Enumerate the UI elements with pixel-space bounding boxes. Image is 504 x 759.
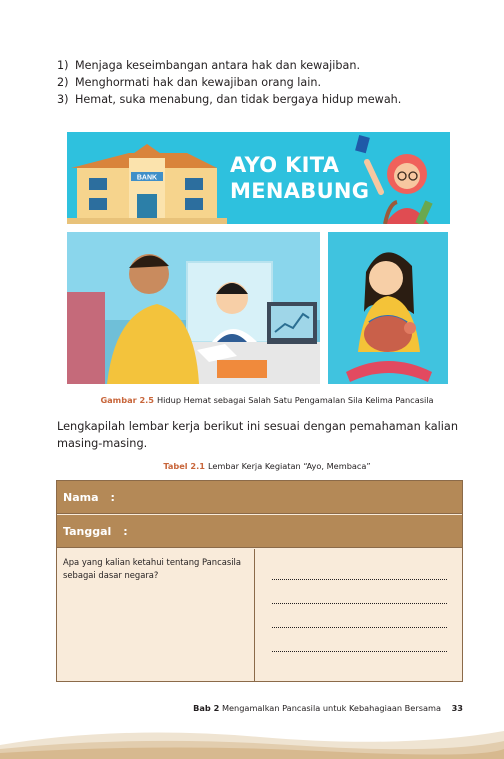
paragraph-line: masing-masing.: [57, 437, 148, 450]
answer-line[interactable]: [272, 578, 447, 580]
list-number: 3): [57, 93, 69, 106]
date-colon: :: [123, 525, 128, 538]
list-item: [57, 91, 477, 108]
table-label: Tabel 2.1: [163, 461, 205, 471]
table-caption: [57, 461, 477, 471]
list-number: 1): [57, 59, 69, 72]
list-text: Hemat, suka menabung, dan tidak bergaya hidup mewah.: [75, 93, 402, 106]
list-number: 2): [57, 76, 69, 89]
piggy-bank-illustration: [328, 232, 448, 384]
value-list: [57, 57, 477, 108]
table-caption-text: Lembar Kerja Kegiatan “Ayo, Membaca”: [207, 461, 371, 471]
decorative-waves: [0, 719, 504, 759]
answer-line[interactable]: [272, 602, 447, 604]
hero-title-line: MENABUNG: [230, 179, 370, 203]
date-label: Tanggal: [63, 525, 112, 538]
answer-line[interactable]: [272, 626, 447, 628]
figure-caption: [57, 395, 477, 405]
question-cell: Apa yang kalian ketahui tentang Pancasila sebagai dasar negara?: [57, 549, 255, 681]
chapter-label: Bab 2: [193, 703, 220, 713]
answer-line[interactable]: [272, 650, 447, 652]
list-text: Menghormati hak dan kewajiban orang lain.: [75, 76, 322, 89]
hero-banner: [67, 132, 450, 224]
list-item: [57, 57, 477, 74]
page-footer: [57, 703, 463, 713]
bank-teller-illustration: [67, 232, 320, 384]
page-number: 33: [451, 703, 463, 713]
name-row[interactable]: [57, 481, 462, 514]
hero-title-line: AYO KITA: [230, 153, 340, 177]
list-item: [57, 74, 477, 91]
worksheet-table: [56, 480, 463, 682]
name-colon: :: [110, 491, 115, 504]
bank-sign: BANK: [136, 174, 158, 182]
figure-caption-text: Hidup Hemat sebagai Salah Satu Pengamalan Sila Kelima Pancasila: [157, 395, 434, 405]
list-text: Menjaga keseimbangan antara hak dan kewajiban.: [75, 59, 361, 72]
paragraph-line: Lengkapilah lembar kerja berikut ini sesuai dengan pemahaman kalian: [57, 420, 458, 433]
instruction-paragraph: [57, 418, 463, 452]
figure-label: Gambar 2.5: [100, 395, 154, 405]
date-row[interactable]: [57, 515, 462, 548]
answer-cell[interactable]: [256, 549, 462, 681]
chapter-title: Mengamalkan Pancasila untuk Kebahagiaan Bersama: [221, 703, 441, 713]
hero-title: [230, 152, 369, 204]
name-label: Nama: [63, 491, 99, 504]
